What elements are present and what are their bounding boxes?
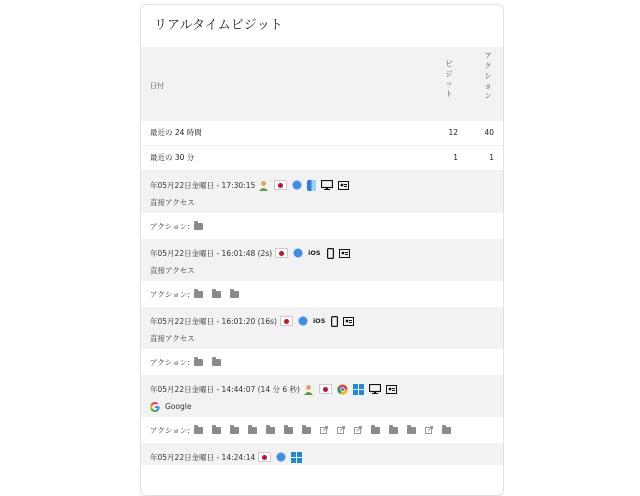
- summary-label: 最近の 30 分: [150, 153, 195, 162]
- folder-icon[interactable]: [194, 291, 203, 298]
- folder-icon[interactable]: [230, 427, 239, 434]
- windows-icon: [291, 452, 302, 463]
- safari-icon: [293, 248, 303, 258]
- column-actions[interactable]: アクション: [484, 52, 492, 100]
- folder-icon[interactable]: [284, 427, 293, 434]
- windows-icon: [353, 384, 364, 395]
- japan-flag-icon: [319, 384, 332, 394]
- summary-row-30m: [141, 146, 503, 171]
- widget-title: リアルタイムビジット: [154, 18, 283, 33]
- summary-visits: 1: [453, 153, 458, 162]
- visit-row: [141, 375, 503, 417]
- visit-time: 年05月22日金曜日 - 16:01:48 (2s): [150, 248, 273, 258]
- japan-flag-icon: [258, 452, 271, 462]
- folder-icon[interactable]: [442, 427, 451, 434]
- summary-visits: 12: [448, 128, 458, 137]
- safari-icon: [276, 452, 286, 462]
- safari-icon: [292, 180, 302, 190]
- summary-actions: 1: [489, 153, 494, 162]
- visit-actions: [141, 213, 503, 239]
- visit-actions: [141, 417, 503, 443]
- folder-icon[interactable]: [266, 427, 275, 434]
- visit-actions: [141, 349, 503, 375]
- google-icon: [150, 402, 160, 412]
- desktop-icon: [369, 384, 381, 394]
- folder-icon[interactable]: [371, 427, 380, 434]
- japan-flag-icon: [280, 316, 293, 326]
- visit-row: [141, 171, 503, 213]
- folder-icon[interactable]: [194, 359, 203, 366]
- visit-time: 年05月22日金曜日 - 16:01:20 (16s): [150, 316, 277, 326]
- visitor-card-icon[interactable]: [386, 385, 397, 394]
- desktop-icon: [321, 180, 333, 190]
- outlink-icon[interactable]: [320, 426, 328, 434]
- visitor-card-icon[interactable]: [339, 249, 350, 258]
- visit-row: [141, 307, 503, 349]
- referrer-direct: 直接アクセス: [150, 334, 195, 343]
- visit-actions: [141, 281, 503, 307]
- folder-icon[interactable]: [212, 427, 221, 434]
- folder-icon[interactable]: [212, 359, 221, 366]
- visitor-profile-icon[interactable]: [303, 384, 314, 395]
- visitor-profile-icon[interactable]: [258, 180, 269, 191]
- realtime-visits-widget: [140, 4, 504, 496]
- folder-icon[interactable]: [248, 427, 257, 434]
- actions-label: アクション:: [150, 425, 190, 435]
- referrer-google[interactable]: Google: [165, 402, 192, 411]
- ios-label: iOS: [308, 249, 321, 257]
- summary-actions: 40: [484, 128, 494, 137]
- visit-row: [141, 443, 503, 465]
- summary-label: 最近の 24 時間: [150, 128, 202, 137]
- visit-time: 年05月22日金曜日 - 14:44:07 (14 分 6 秒): [150, 384, 300, 394]
- table-header: [141, 47, 503, 121]
- outlink-icon[interactable]: [337, 426, 345, 434]
- summary-row-24h: [141, 121, 503, 146]
- actions-label: アクション:: [150, 221, 190, 231]
- safari-icon: [298, 316, 308, 326]
- finder-icon: [307, 180, 316, 191]
- folder-icon[interactable]: [194, 223, 203, 230]
- referrer-direct: 直接アクセス: [150, 198, 195, 207]
- visit-time: 年05月22日金曜日 - 14:24:14: [150, 452, 256, 462]
- actions-label: アクション:: [150, 357, 190, 367]
- japan-flag-icon: [274, 180, 287, 190]
- folder-icon[interactable]: [230, 291, 239, 298]
- smartphone-icon: [331, 316, 338, 327]
- outlink-icon[interactable]: [354, 426, 362, 434]
- folder-icon[interactable]: [212, 291, 221, 298]
- visitor-card-icon[interactable]: [338, 181, 349, 190]
- referrer-direct: 直接アクセス: [150, 266, 195, 275]
- ios-label: iOS: [312, 317, 326, 325]
- visitor-card-icon[interactable]: [343, 317, 354, 326]
- japan-flag-icon: [275, 248, 288, 258]
- smartphone-icon: [327, 248, 334, 259]
- outlink-icon[interactable]: [425, 426, 433, 434]
- folder-icon[interactable]: [407, 427, 416, 434]
- column-visits[interactable]: ビジット: [445, 60, 453, 98]
- actions-label: アクション:: [150, 289, 190, 299]
- visit-time: 年05月22日金曜日 - 17:30:15: [150, 180, 256, 190]
- chrome-icon: [337, 384, 348, 395]
- folder-icon[interactable]: [194, 427, 203, 434]
- column-date[interactable]: 日付: [150, 82, 164, 90]
- visit-row: [141, 239, 503, 281]
- folder-icon[interactable]: [389, 427, 398, 434]
- folder-icon[interactable]: [302, 427, 311, 434]
